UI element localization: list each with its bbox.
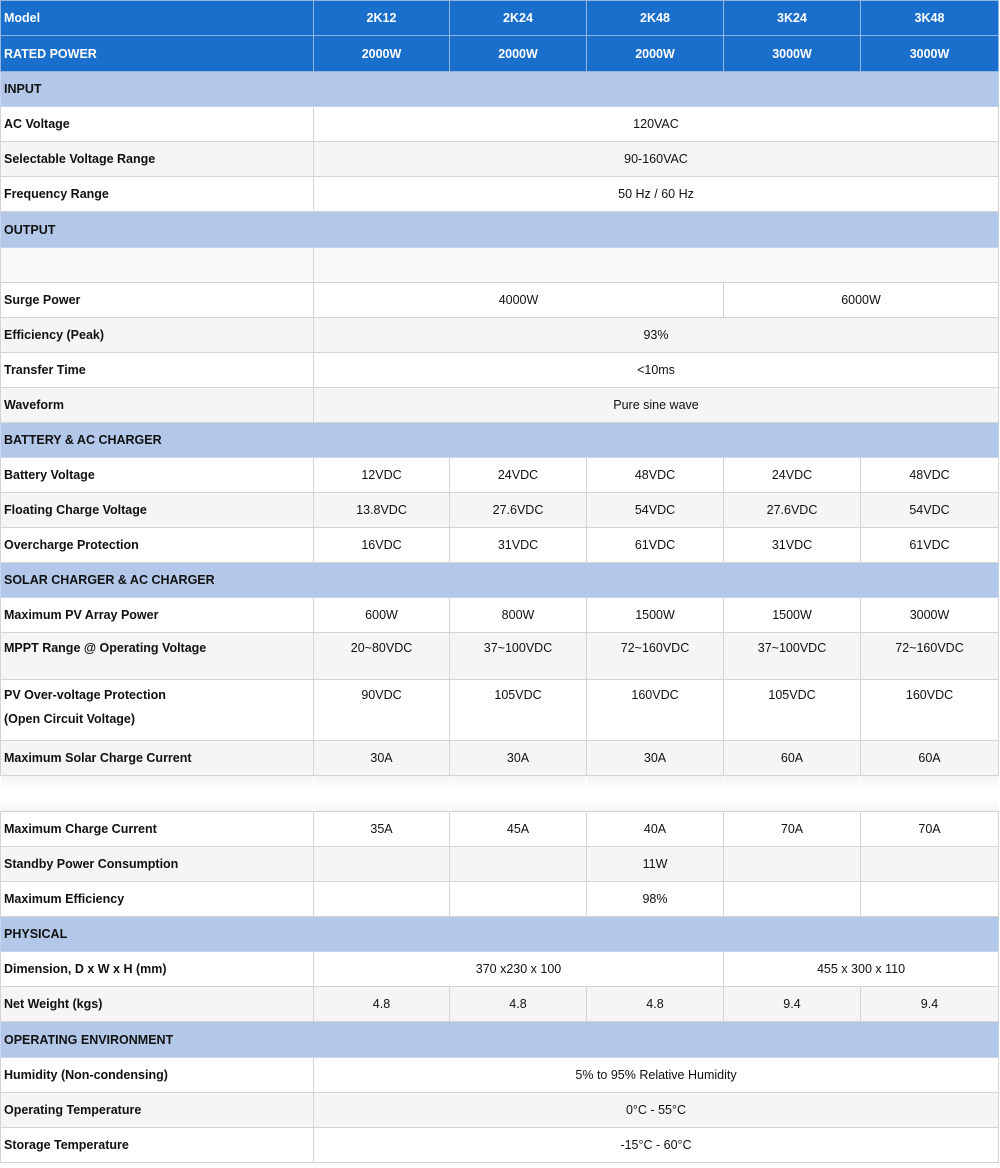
row-label: MPPT Range @ Operating Voltage [1, 633, 314, 680]
blank-cell [450, 776, 587, 812]
row-value: 30A [450, 741, 587, 776]
rated-power-value: 3000W [724, 36, 861, 72]
rated-power-value: 2000W [450, 36, 587, 72]
blank-cell [724, 882, 861, 917]
row-value: -15°C - 60°C [314, 1128, 999, 1163]
row-value: 27.6VDC [450, 493, 587, 528]
row-value: 5% to 95% Relative Humidity [314, 1058, 999, 1093]
row-max-solar-current [1, 741, 999, 776]
row-value: 1500W [587, 598, 724, 633]
row-value: 24VDC [450, 458, 587, 493]
row-label: Selectable Voltage Range [1, 142, 314, 177]
blank-cell [314, 248, 999, 283]
row-value: 20~80VDC [314, 633, 450, 680]
blank-cell [587, 776, 724, 812]
section-solar [1, 563, 999, 598]
row-value: 370 x230 x 100 [314, 952, 724, 987]
row-value: 54VDC [587, 493, 724, 528]
row-value: 54VDC [861, 493, 999, 528]
blank-cell [1, 776, 314, 812]
blank-cell [1, 248, 314, 283]
blank-cell [861, 776, 999, 812]
row-value: 120VAC [314, 107, 999, 142]
rated-power-value: 3000W [861, 36, 999, 72]
blank-cell [314, 882, 450, 917]
blank-cell [724, 776, 861, 812]
row-value: 50 Hz / 60 Hz [314, 177, 999, 212]
model-label: Model [1, 1, 314, 36]
row-value: 37~100VDC [724, 633, 861, 680]
row-max-efficiency [1, 882, 999, 917]
row-value: 61VDC [587, 528, 724, 563]
row-value: 37~100VDC [450, 633, 587, 680]
row-value: 9.4 [724, 987, 861, 1022]
row-label-line2: (Open Circuit Voltage) [4, 712, 136, 726]
row-label: Humidity (Non-condensing) [1, 1058, 314, 1093]
row-label: Operating Temperature [1, 1093, 314, 1128]
model-name: 3K48 [861, 1, 999, 36]
row-max-charge-current [1, 812, 999, 847]
row-pv-overvoltage [1, 680, 999, 741]
row-label: Net Weight (kgs) [1, 987, 314, 1022]
section-title: PHYSICAL [1, 917, 999, 952]
row-faded-gap [1, 776, 999, 812]
row-value: 4000W [314, 283, 724, 318]
row-value: 90VDC [314, 680, 450, 741]
model-name: 3K24 [724, 1, 861, 36]
row-label: Storage Temperature [1, 1128, 314, 1163]
row-value: 1500W [724, 598, 861, 633]
row-value: 27.6VDC [724, 493, 861, 528]
blank-cell [314, 847, 450, 882]
row-label: Overcharge Protection [1, 528, 314, 563]
row-waveform [1, 388, 999, 423]
row-value: 105VDC [724, 680, 861, 741]
row-ac-voltage [1, 107, 999, 142]
row-overcharge-protection [1, 528, 999, 563]
row-label: Maximum PV Array Power [1, 598, 314, 633]
row-value: 61VDC [861, 528, 999, 563]
row-operating-temperature [1, 1093, 999, 1128]
blank-cell [450, 847, 587, 882]
section-environment [1, 1022, 999, 1058]
row-battery-voltage [1, 458, 999, 493]
row-voltage-range [1, 142, 999, 177]
row-value: 31VDC [450, 528, 587, 563]
row-value: <10ms [314, 353, 999, 388]
row-value: 72~160VDC [861, 633, 999, 680]
row-value: 48VDC [861, 458, 999, 493]
row-value: 4.8 [587, 987, 724, 1022]
blank-cell [450, 882, 587, 917]
section-title: BATTERY & AC CHARGER [1, 423, 999, 458]
row-value: 90-160VAC [314, 142, 999, 177]
row-value: 11W [587, 847, 724, 882]
row-label: Transfer Time [1, 353, 314, 388]
row-standby-power [1, 847, 999, 882]
row-value: 13.8VDC [314, 493, 450, 528]
row-value: 70A [724, 812, 861, 847]
blank-cell [314, 776, 450, 812]
header-model-row [1, 1, 999, 36]
blank-cell [861, 847, 999, 882]
row-label-line1: PV Over-voltage Protection [4, 688, 166, 702]
row-value: 31VDC [724, 528, 861, 563]
row-value: 45A [450, 812, 587, 847]
blank-cell [724, 847, 861, 882]
row-label: Maximum Efficiency [1, 882, 314, 917]
section-title: OUTPUT [1, 212, 999, 248]
row-value: 9.4 [861, 987, 999, 1022]
row-label: Frequency Range [1, 177, 314, 212]
row-value: 3000W [861, 598, 999, 633]
row-value: 455 x 300 x 110 [724, 952, 999, 987]
row-net-weight [1, 987, 999, 1022]
row-label: Dimension, D x W x H (mm) [1, 952, 314, 987]
row-max-pv-power [1, 598, 999, 633]
row-label: Standby Power Consumption [1, 847, 314, 882]
row-value: 35A [314, 812, 450, 847]
model-name: 2K48 [587, 1, 724, 36]
row-humidity [1, 1058, 999, 1093]
section-input [1, 72, 999, 107]
row-value: 800W [450, 598, 587, 633]
row-dimension [1, 952, 999, 987]
row-blank [1, 248, 999, 283]
row-label: AC Voltage [1, 107, 314, 142]
row-label: Maximum Solar Charge Current [1, 741, 314, 776]
row-value: 60A [861, 741, 999, 776]
row-value: 600W [314, 598, 450, 633]
row-value: 160VDC [587, 680, 724, 741]
section-title: SOLAR CHARGER & AC CHARGER [1, 563, 999, 598]
row-value: 72~160VDC [587, 633, 724, 680]
rated-power-label: RATED POWER [1, 36, 314, 72]
row-value: 16VDC [314, 528, 450, 563]
model-name: 2K24 [450, 1, 587, 36]
row-storage-temperature [1, 1128, 999, 1163]
row-value: 60A [724, 741, 861, 776]
section-title: INPUT [1, 72, 999, 107]
row-label: Maximum Charge Current [1, 812, 314, 847]
row-value: 40A [587, 812, 724, 847]
row-label: Waveform [1, 388, 314, 423]
header-rated-power-row [1, 36, 999, 72]
row-value: 30A [314, 741, 450, 776]
row-value: 0°C - 55°C [314, 1093, 999, 1128]
row-value: 6000W [724, 283, 999, 318]
row-value: 160VDC [861, 680, 999, 741]
section-battery [1, 423, 999, 458]
row-value: 4.8 [314, 987, 450, 1022]
row-value: 24VDC [724, 458, 861, 493]
row-transfer-time [1, 353, 999, 388]
row-value: 30A [587, 741, 724, 776]
row-label: Efficiency (Peak) [1, 318, 314, 353]
rated-power-value: 2000W [314, 36, 450, 72]
row-label: Battery Voltage [1, 458, 314, 493]
row-floating-charge-voltage [1, 493, 999, 528]
row-value: 4.8 [450, 987, 587, 1022]
model-name: 2K12 [314, 1, 450, 36]
row-surge-power [1, 283, 999, 318]
row-value: 105VDC [450, 680, 587, 741]
row-value: 98% [587, 882, 724, 917]
row-label: Floating Charge Voltage [1, 493, 314, 528]
row-value: 70A [861, 812, 999, 847]
rated-power-value: 2000W [587, 36, 724, 72]
row-mppt-range [1, 633, 999, 680]
row-label: Surge Power [1, 283, 314, 318]
section-physical [1, 917, 999, 952]
row-label [1, 680, 314, 741]
row-frequency-range [1, 177, 999, 212]
row-efficiency-peak [1, 318, 999, 353]
row-value: 48VDC [587, 458, 724, 493]
row-value: 12VDC [314, 458, 450, 493]
row-value: 93% [314, 318, 999, 353]
row-value: Pure sine wave [314, 388, 999, 423]
section-output [1, 212, 999, 248]
blank-cell [861, 882, 999, 917]
section-title: OPERATING ENVIRONMENT [1, 1022, 999, 1058]
